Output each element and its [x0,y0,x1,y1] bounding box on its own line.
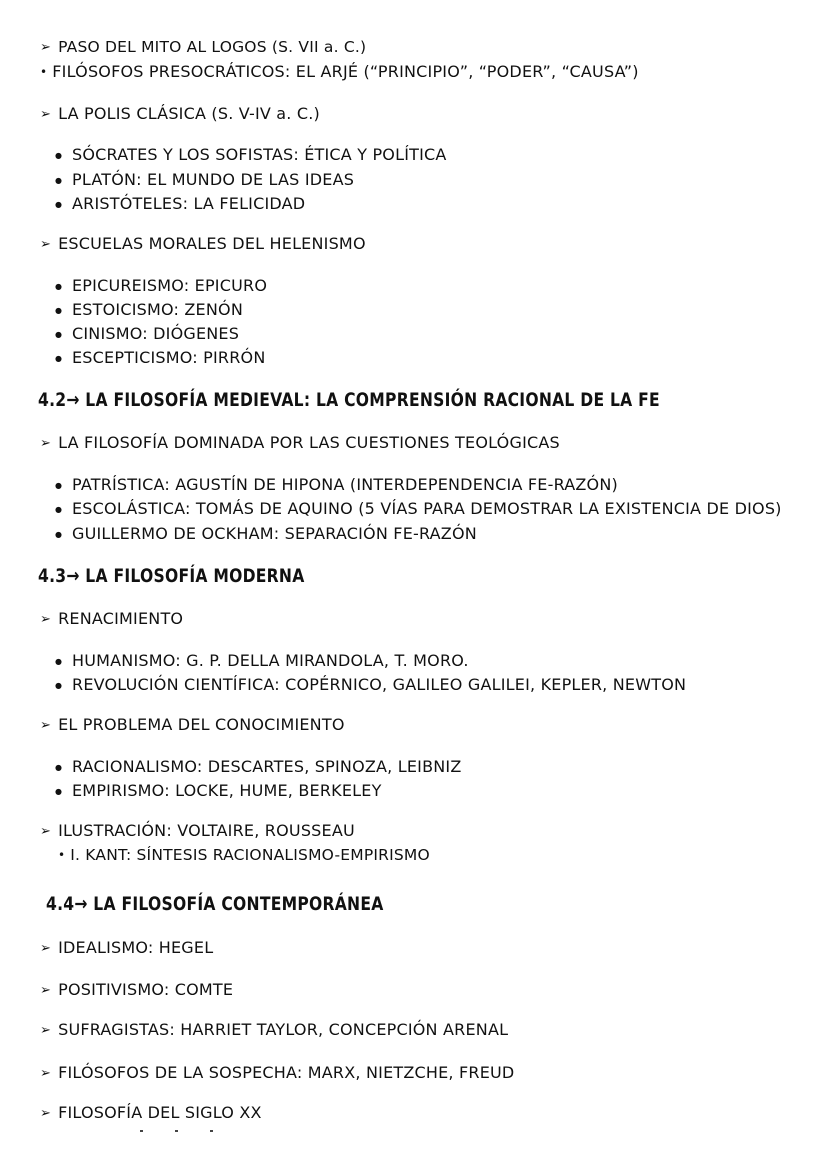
line-filosofia-siglo-xx: ➢ FILOSOFÍA DEL SIGLO XX [40,1103,262,1122]
list-item-cinismo: ● CINISMO: DIÓGENES [72,324,239,343]
list-item-aristoteles: ● ARISTÓTELES: LA FELICIDAD [72,194,305,213]
line-idealismo: ➢ IDEALISMO: HEGEL [40,938,213,957]
line-sufragistas: ➢ SUFRAGISTAS: HARRIET TAYLOR, CONCEPCIÓN ARENAL [40,1020,508,1039]
list-item-platon: ● PLATÓN: EL MUNDO DE LAS IDEAS [72,170,354,189]
line-paso-mito-logos: ➢ PASO DEL MITO AL LOGOS (S. VII a. C.) [40,38,366,56]
line-presocraticos: • FILÓSOFOS PRESOCRÁTICOS: EL ARJÉ (“PRINCIPIO”, “PODER”, “CAUSA”) [40,62,639,81]
heading-filosofia-moderna: 4.3→ LA FILOSOFÍA MODERNA [38,565,305,587]
heading-filosofia-contemporanea: 4.4→ LA FILOSOFÍA CONTEMPORÁNEA [46,893,384,915]
list-item-socrates: ● SÓCRATES Y LOS SOFISTAS: ÉTICA Y POLÍTICA [72,145,447,164]
line-escuelas-helenismo: ➢ ESCUELAS MORALES DEL HELENISMO [40,234,366,253]
line-problema-conocimiento: ➢ EL PROBLEMA DEL CONOCIMIENTO [40,715,345,734]
line-renacimiento: ➢ RENACIMIENTO [40,609,183,628]
line-cuestiones-teologicas: ➢ LA FILOSOFÍA DOMINADA POR LAS CUESTIONES TEOLÓGICAS [40,433,560,452]
line-positivismo: ➢ POSITIVISMO: COMTE [40,980,233,999]
line-filosofos-sospecha: ➢ FILÓSOFOS DE LA SOSPECHA: MARX, NIETZCHE, FREUD [40,1063,514,1082]
list-item-revolucion-cientifica: ● REVOLUCIÓN CIENTÍFICA: COPÉRNICO, GALILEO GALILEI, KEPLER, NEWTON [72,675,686,694]
cut-off-text-fragment [130,1130,220,1138]
list-item-estoicismo: ● ESTOICISMO: ZENÓN [72,300,243,319]
list-item-ockham: ● GUILLERMO DE OCKHAM: SEPARACIÓN FE-RAZÓN [72,524,477,543]
list-item-escepticismo: ● ESCEPTICISMO: PIRRÓN [72,348,266,367]
list-item-empirismo: ● EMPIRISMO: LOCKE, HUME, BERKELEY [72,781,382,800]
line-polis-clasica: ➢ LA POLIS CLÁSICA (S. V-IV a. C.) [40,104,320,123]
list-item-patristica: ● PATRÍSTICA: AGUSTÍN DE HIPONA (INTERDEPENDENCIA FE-RAZÓN) [72,475,618,494]
list-item-escolastica: ● ESCOLÁSTICA: TOMÁS DE AQUINO (5 VÍAS PARA DEMOSTRAR LA EXISTENCIA DE DIOS) [72,499,782,518]
list-item-epicureismo: ● EPICUREISMO: EPICURO [72,276,267,295]
heading-filosofia-medieval: 4.2→ LA FILOSOFÍA MEDIEVAL: LA COMPRENSIÓN RACIONAL DE LA FE [38,389,660,411]
list-item-humanismo: ● HUMANISMO: G. P. DELLA MIRANDOLA, T. MORO. [72,651,469,670]
list-item-racionalismo: ● RACIONALISMO: DESCARTES, SPINOZA, LEIBNIZ [72,757,462,776]
line-ilustracion: ➢ ILUSTRACIÓN: VOLTAIRE, ROUSSEAU [40,821,355,840]
line-kant: • I. KANT: SÍNTESIS RACIONALISMO-EMPIRISMO [58,846,430,864]
